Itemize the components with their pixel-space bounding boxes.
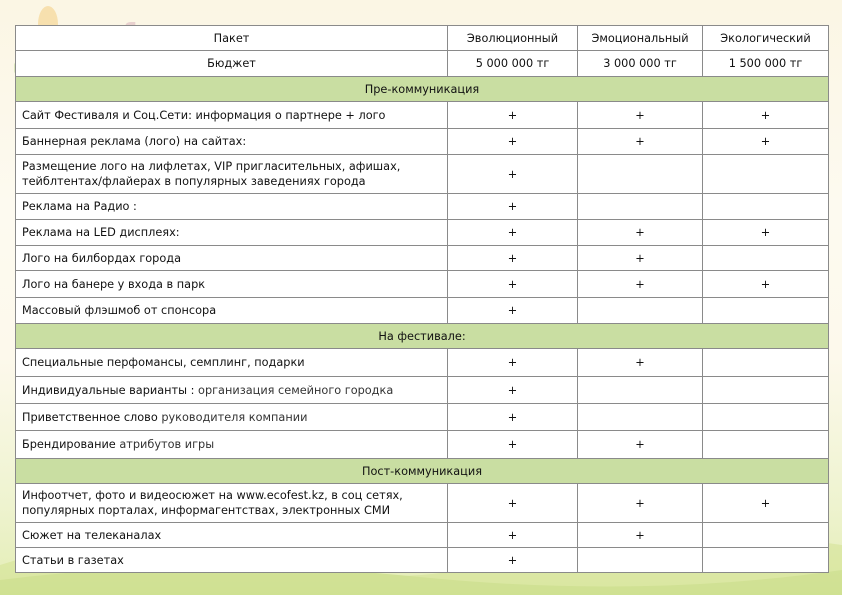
row-label-lead: Брендирование <box>22 438 116 451</box>
mark-ecological <box>703 349 829 377</box>
mark-evolution: + <box>448 377 578 404</box>
section-header <box>16 324 829 349</box>
row-label: Сайт Фестиваля и Соц.Сети: информация о партнере + лого <box>16 102 448 129</box>
mark-ecological <box>703 155 829 194</box>
mark-evolution: + <box>448 155 578 194</box>
mark-emotional: + <box>578 220 703 246</box>
mark-emotional: + <box>578 246 703 271</box>
row-label-rest: атрибутов игры <box>115 438 215 451</box>
mark-emotional <box>578 548 703 573</box>
mark-emotional: + <box>578 129 703 155</box>
row-label: Реклама на LED дисплеях: <box>16 220 448 246</box>
budget-label: Бюджет <box>16 51 448 77</box>
row-label <box>16 431 448 459</box>
budget-emotional: 3 000 000 тг <box>578 51 703 77</box>
package-name-emotional: Эмоциональный <box>578 26 703 51</box>
table-row <box>16 377 829 404</box>
mark-ecological <box>703 548 829 573</box>
table-row <box>16 246 829 271</box>
table-row <box>16 484 829 523</box>
row-label: Специальные перфомансы, семплинг, подарки <box>16 349 448 377</box>
table-row <box>16 404 829 431</box>
mark-emotional <box>578 194 703 220</box>
mark-emotional: + <box>578 349 703 377</box>
row-label: Лого на билбордах города <box>16 246 448 271</box>
mark-ecological <box>703 523 829 548</box>
table-row <box>16 155 829 194</box>
mark-evolution: + <box>448 404 578 431</box>
mark-ecological <box>703 298 829 324</box>
row-label: Статьи в газетах <box>16 548 448 573</box>
mark-emotional <box>578 404 703 431</box>
row-label <box>16 377 448 404</box>
mark-ecological <box>703 431 829 459</box>
mark-emotional: + <box>578 271 703 298</box>
mark-evolution: + <box>448 220 578 246</box>
table-row <box>16 548 829 573</box>
table-row <box>16 523 829 548</box>
package-header-row <box>16 26 829 51</box>
section-title-pre: Пре-коммуникация <box>16 77 829 102</box>
row-label: Массовый флэшмоб от спонсора <box>16 298 448 324</box>
mark-emotional <box>578 155 703 194</box>
mark-evolution: + <box>448 102 578 129</box>
table-row <box>16 129 829 155</box>
row-label <box>16 404 448 431</box>
section-title-post: Пост-коммуникация <box>16 459 829 484</box>
package-label: Пакет <box>16 26 448 51</box>
mark-ecological: + <box>703 102 829 129</box>
row-label: Баннерная реклама (лого) на сайтах: <box>16 129 448 155</box>
mark-evolution: + <box>448 349 578 377</box>
table-row <box>16 102 829 129</box>
mark-ecological <box>703 404 829 431</box>
row-label-lead: Индивидуальные варианты : <box>22 383 195 397</box>
mark-evolution: + <box>448 548 578 573</box>
row-label: Инфоотчет, фото и видеосюжет на www.ecofest.kz, в соц сетях, популярных порталах, информагентствах, электронных СМИ <box>16 484 448 523</box>
table-row <box>16 220 829 246</box>
row-label-lead: Приветственное слово <box>22 410 158 424</box>
budget-evolution: 5 000 000 тг <box>448 51 578 77</box>
section-title-festival: На фестивале: <box>16 324 829 349</box>
table-row <box>16 431 829 459</box>
table-row <box>16 271 829 298</box>
mark-evolution: + <box>448 129 578 155</box>
budget-ecological: 1 500 000 тг <box>703 51 829 77</box>
row-label-rest: организация семейного городка <box>194 383 394 397</box>
row-label: Лого на банере у входа в парк <box>16 271 448 298</box>
mark-ecological <box>703 194 829 220</box>
mark-evolution: + <box>448 298 578 324</box>
mark-evolution: + <box>448 484 578 523</box>
mark-ecological <box>703 246 829 271</box>
mark-emotional: + <box>578 523 703 548</box>
mark-evolution: + <box>448 194 578 220</box>
table-row <box>16 298 829 324</box>
mark-emotional: + <box>578 431 703 459</box>
table-row <box>16 349 829 377</box>
mark-evolution: + <box>448 431 578 459</box>
mark-ecological: + <box>703 129 829 155</box>
package-name-ecological: Экологический <box>703 26 829 51</box>
mark-ecological: + <box>703 271 829 298</box>
mark-evolution: + <box>448 246 578 271</box>
package-name-evolution: Эволюционный <box>448 26 578 51</box>
row-label-rest: руководителя компании <box>157 410 308 424</box>
mark-evolution: + <box>448 523 578 548</box>
row-label: Сюжет на телеканалах <box>16 523 448 548</box>
mark-emotional <box>578 298 703 324</box>
section-header <box>16 459 829 484</box>
section-header <box>16 77 829 102</box>
mark-emotional: + <box>578 484 703 523</box>
budget-row <box>16 51 829 77</box>
table-row <box>16 194 829 220</box>
mark-ecological <box>703 377 829 404</box>
mark-evolution: + <box>448 271 578 298</box>
row-label: Размещение лого на лифлетах, VIP пригласительных, афишах, тейблтентах/флайерах в популярных заведениях города <box>16 155 448 194</box>
mark-emotional <box>578 377 703 404</box>
sponsorship-packages-table <box>15 25 829 573</box>
row-label: Реклама на Радио : <box>16 194 448 220</box>
mark-ecological: + <box>703 484 829 523</box>
mark-ecological: + <box>703 220 829 246</box>
mark-emotional: + <box>578 102 703 129</box>
